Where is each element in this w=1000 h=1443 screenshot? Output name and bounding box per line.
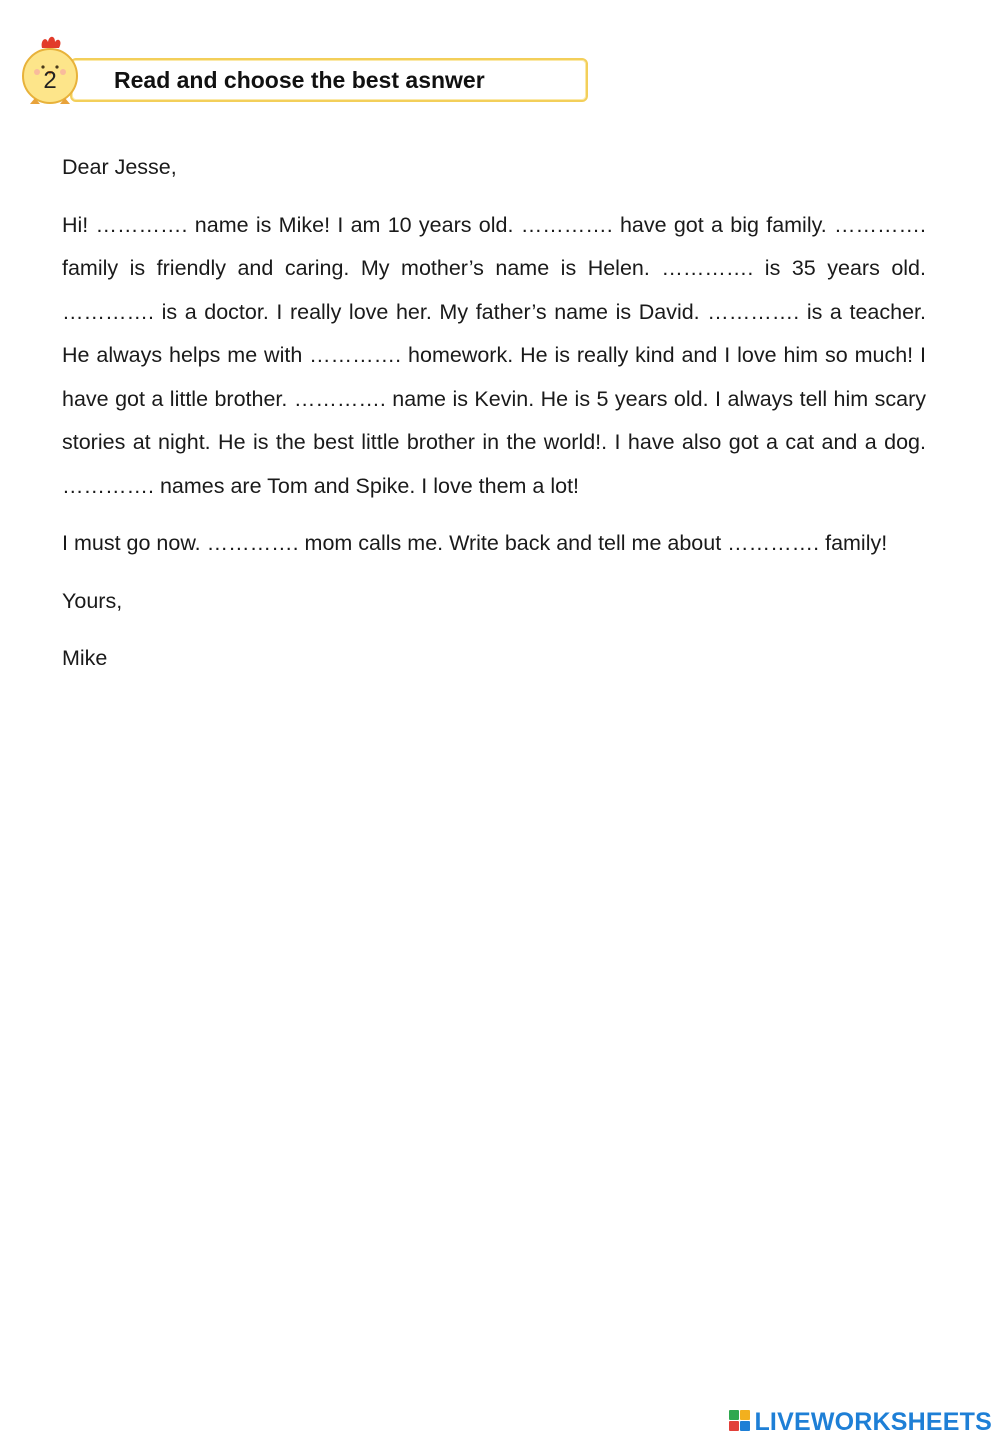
letter-body <box>62 146 926 695</box>
liveworksheets-logo <box>729 1407 992 1437</box>
logo-text: LIVEWORKSHEETS <box>754 1407 992 1436</box>
letter-paragraph-2: I must go now. …………. mom calls me. Write back and tell me about …………. family! <box>62 531 888 555</box>
logo-blocks-icon <box>729 1410 751 1434</box>
letter-signature: Mike <box>62 646 108 670</box>
chick-badge-icon <box>18 34 82 110</box>
section-header <box>18 34 598 114</box>
exercise-number: 2 <box>43 67 57 94</box>
letter-paragraph-1: Hi! …………. name is Mike! I am 10 years old. …………. have got a big family. …………. family is friendly and caring. My mother’s name is Helen. …………. is 35 years old. …………. is a doctor. I really love her. My father’s name is David. …………. is a teacher. He always helps me with …………. homework. He is really kind and I love him so much! I have got a little brother. …………. name is Kevin. He is 5 years old. I always tell him scary stories at night. He is the best little brother in the world!. I have also got a cat and a dog. …………. names are Tom and Spike. I love them a lot! <box>62 212 926 498</box>
letter-salutation: Dear Jesse, <box>62 155 177 179</box>
letter-closing: Yours, <box>62 588 123 613</box>
exercise-title: Read and choose the best asnwer <box>114 67 485 93</box>
